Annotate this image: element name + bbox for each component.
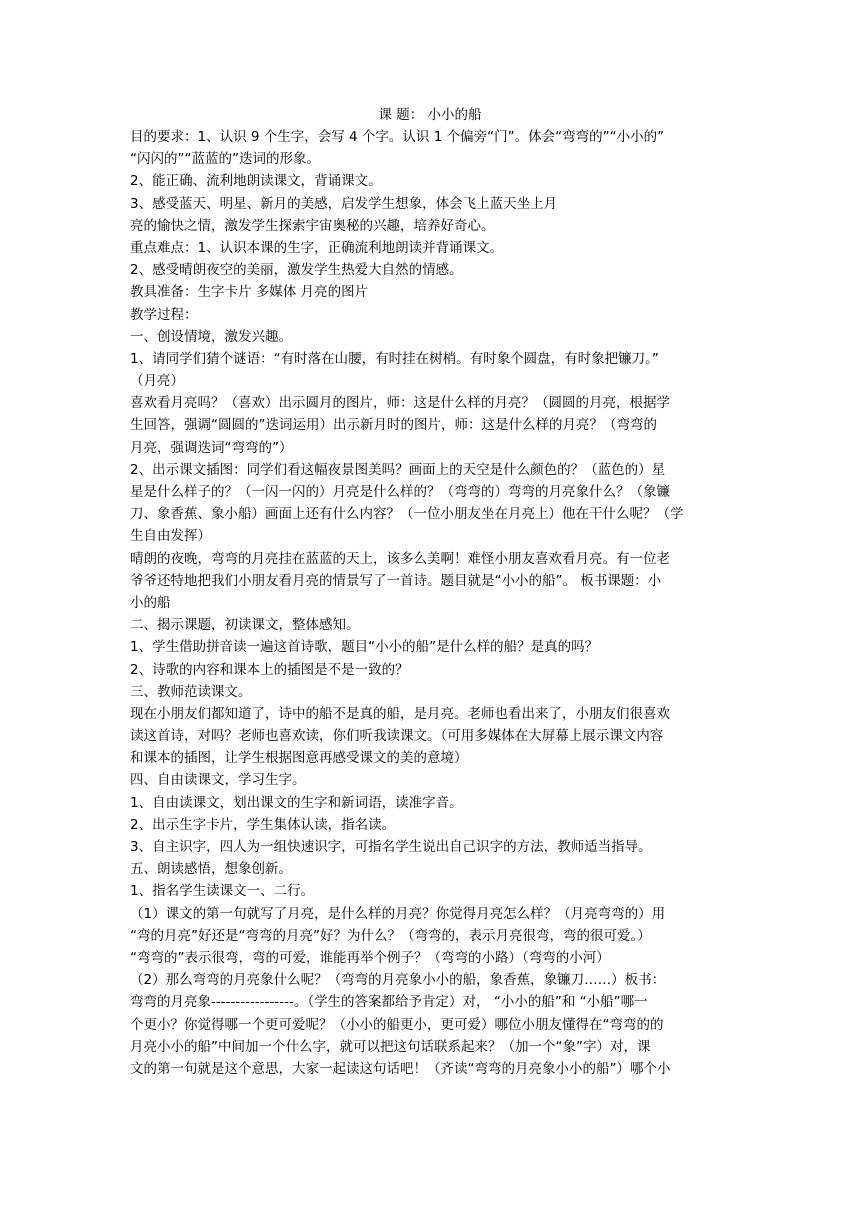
text-line: 教学过程：	[130, 306, 198, 323]
text-line: 文的第一句就是这个意思，大家一起读这句话吧！（齐读“弯弯的月亮象小小的船”）哪个小	[130, 1060, 671, 1077]
text-line: 刀、象香蕉、象小船）画面上还有什么内容？（一位小朋友坐在月亮上）他在干什么呢？（学	[130, 506, 684, 523]
text-line: 五、朗读感悟，想象创新。	[130, 861, 292, 878]
text-line: 1、学生借助拼音读一遍这首诗歌，题目“小小的船”是什么样的船？是真的吗？	[130, 639, 599, 656]
text-line: “闪闪的”“蓝蓝的”迭词的形象。	[130, 151, 320, 168]
text-line: （1）课文的第一句就写了月亮，是什么样的月亮？你觉得月亮怎么样？（月亮弯弯的）用	[130, 905, 666, 922]
text-line: （2）那么弯弯的月亮象什么呢？（弯弯的月亮象小小的船，象香蕉，象镰刀……）板书：	[130, 972, 666, 989]
text-line: 月亮，强调迭词“弯弯的”）	[130, 439, 293, 456]
text-line: 生自由发挥）	[130, 528, 211, 545]
text-line: 2、出示生字卡片，学生集体认读，指名读。	[130, 816, 396, 833]
text-line: 教具准备：生字卡片 多媒体 月亮的图片	[130, 284, 369, 301]
text-line: 生回答，强调“圆圆的”迭词运用）出示新月时的图片，师：这是什么样的月亮？（弯弯的	[130, 417, 657, 434]
text-line: 个更小？你觉得哪一个更可爱呢？（小小的船更小，更可爱）哪位小朋友懂得在“弯弯的的	[130, 1016, 664, 1033]
text-line: 星是什么样子的？（一闪一闪的）月亮是什么样的？（弯弯的）弯弯的月亮象什么？（象镰	[130, 484, 670, 500]
text-line: “弯弯的”表示很弯，弯的可爱，谁能再举个例子？（弯弯的小路）（弯弯的小河）	[130, 949, 610, 966]
text-line: 小的船	[130, 594, 171, 611]
lesson-title: 课 题： 小小的船	[378, 107, 482, 123]
text-line: 重点难点：1、认识本课的生字，正确流利地朗读并背诵课文。	[130, 239, 504, 256]
text-line: 读这首诗，对吗？老师也喜欢读，你们听我读课文。（可用多媒体在大屏幕上展示课文内容	[130, 728, 664, 745]
text-line: 爷爷还特地把我们小朋友看月亮的情景写了一首诗。题目就是“小小的船”。 板书课题：小	[130, 572, 662, 589]
text-line: 一、创设情境，激发兴趣。	[130, 328, 292, 345]
text-line: 1、请同学们猜个谜语：“有时落在山腰，有时挂在树梢。有时象个圆盘，有时象把镰刀。”	[130, 350, 659, 367]
text-line: 3、自主识字，四人为一组快速识字，可指名学生说出自己识字的方法，教师适当指导。	[130, 839, 652, 855]
text-line: 目的要求：1、认识 9 个生字，会写 4 个字。认识 1 个偏旁“门”。体会“弯弯的”“小小的”	[130, 129, 665, 145]
text-line: 月亮小小的船”中间加一个什么字，就可以把这句话联系起来？（加一个“象”字）对，课	[130, 1038, 651, 1055]
text-line: 三、教师范读课文。	[130, 683, 252, 700]
text-line: 亮的愉快之情，激发学生探索宇宙奥秘的兴趣，培养好奇心。	[130, 217, 495, 234]
text-line: 2、感受晴朗夜空的美丽，激发学生热爱大自然的情感。	[130, 262, 463, 279]
document-body	[130, 126, 730, 1080]
text-line: 2、诗歌的内容和课本上的插图是不是一致的？	[130, 661, 409, 678]
text-line: （月亮）	[130, 373, 184, 390]
text-line: 现在小朋友们都知道了，诗中的船不是真的船，是月亮。老师也看出来了，小朋友们很喜欢	[130, 705, 670, 722]
text-line: 晴朗的夜晚，弯弯的月亮挂在蓝蓝的天上，该多么美啊！难怪小朋友喜欢看月亮。有一位老	[130, 550, 670, 567]
text-line: 四、自由读课文，学习生字。	[130, 772, 306, 789]
text-line: 2、能正确、流利地朗读课文，背诵课文。	[130, 173, 382, 190]
text-line: 1、自由读课文，划出课文的生字和新词语，读准字音。	[130, 794, 463, 811]
text-line: 二、揭示课题，初读课文，整体感知。	[130, 617, 360, 634]
text-line: 1、指名学生读课文一、二行。	[130, 883, 315, 900]
text-line: 喜欢看月亮吗？（喜欢）出示圆月的图片，师：这是什么样的月亮？（圆圆的月亮，根据学	[130, 395, 670, 412]
text-line: 弯弯的月亮象-----------------。（学生的答案都给予肯定）对， “小小的船”和 “小船”哪一	[130, 994, 648, 1011]
text-line: “弯的月亮”好还是“弯弯的月亮”好？为什么？（弯弯的，表示月亮很弯，弯的很可爱。）	[130, 927, 651, 944]
text-line: 3、感受蓝天、明星、新月的美感，启发学生想象，体会飞上蓝天坐上月	[130, 195, 558, 212]
text-line: 和课本的插图，让学生根据图意再感受课文的美的意境）	[130, 750, 468, 767]
text-line: 2、出示课文插图：同学们看这幅夜景图美吗？画面上的天空是什么颜色的？（蓝色的）星	[130, 461, 666, 478]
